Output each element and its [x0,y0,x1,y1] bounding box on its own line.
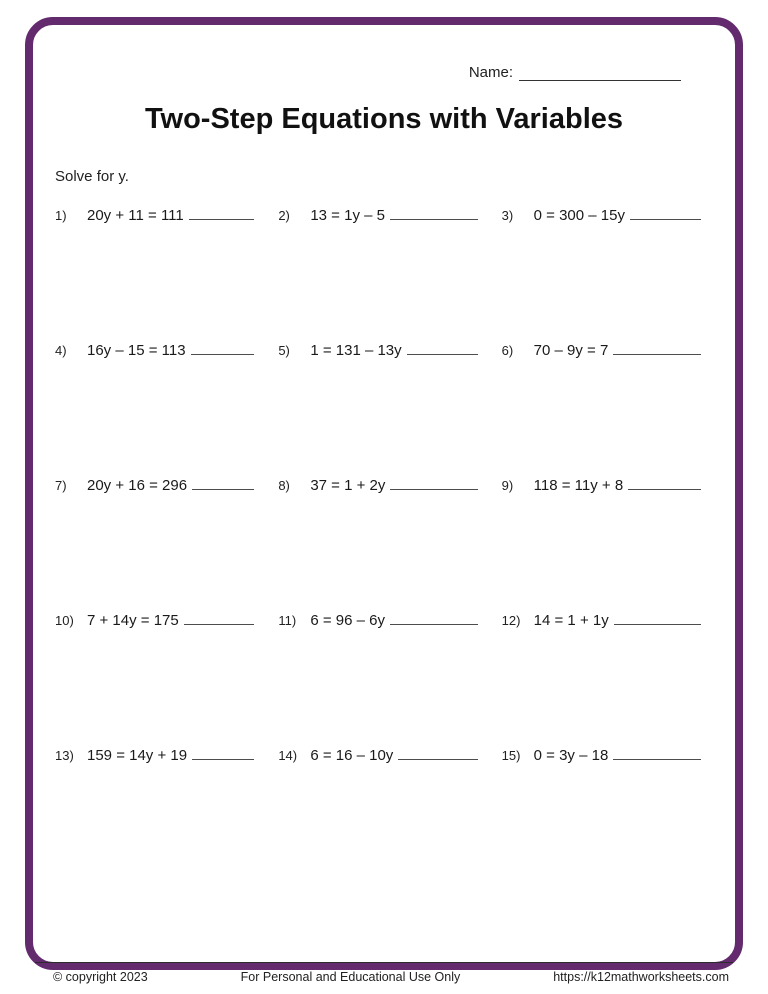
problem-equation: 20y + 11 = 111 [87,207,184,224]
answer-blank-line [390,205,478,220]
problem-number: 6) [501,343,514,358]
problem-number: 7) [55,478,67,493]
problem-equation: 7 + 14y = 175 [87,612,179,629]
problem-item [278,610,489,745]
answer-blank-line [390,610,478,625]
problem-equation: 6 = 96 – 6y [310,612,385,629]
problem-item [502,205,713,340]
problem-item [55,475,266,610]
problem-item [55,205,266,340]
problem-item [278,205,489,340]
answer-blank-line [613,745,701,760]
answer-blank-line [189,205,255,220]
problems-grid [55,205,713,880]
problem-number: 4) [55,343,67,358]
footer-usage-note: For Personal and Educational Use Only [240,970,461,984]
instructions-text: Solve for y. [55,168,129,185]
page-title: Two-Step Equations with Variables [144,103,624,135]
problem-item [278,475,489,610]
problem-equation: 159 = 14y + 19 [87,747,188,764]
problem-item [278,745,489,880]
problem-item [502,745,713,880]
problem-number: 2) [278,208,290,223]
problem-number: 15) [501,748,521,763]
problem-equation: 0 = 3y – 18 [533,747,609,764]
answer-blank-line [398,745,477,760]
answer-blank-line [630,205,701,220]
answer-blank-line [407,340,478,355]
answer-blank-line [191,340,255,355]
worksheet-content [33,61,735,994]
problem-equation: 20y + 16 = 296 [87,477,188,494]
problem-item [278,340,489,475]
problem-number: 9) [501,478,514,493]
problem-item [55,745,266,880]
name-blank-line [519,64,681,81]
problem-item [502,340,713,475]
name-row [55,61,713,81]
problem-number: 10) [55,613,74,628]
footer [35,962,733,984]
purple-border-frame [25,17,743,984]
footer-url: https://k12mathworksheets.com [553,970,729,984]
problem-equation: 6 = 16 – 10y [310,747,394,764]
problem-number: 13) [55,748,74,763]
problem-equation: 13 = 1y – 5 [310,207,385,224]
problem-item [55,340,266,475]
problem-equation: 70 – 9y = 7 [533,342,609,359]
problem-number: 1) [55,208,67,223]
problem-number: 14) [278,748,298,763]
problem-number: 3) [501,208,514,223]
answer-blank-line [192,745,254,760]
problem-equation: 0 = 300 – 15y [533,207,625,224]
problem-item [55,610,266,745]
problem-number: 12) [501,613,521,628]
answer-blank-line [628,475,701,490]
answer-blank-line [614,610,701,625]
problem-equation: 1 = 131 – 13y [310,342,402,359]
problem-number: 5) [278,343,290,358]
answer-blank-line [184,610,255,625]
name-label: Name: [468,64,513,81]
problem-item [502,610,713,745]
answer-blank-line [390,475,477,490]
problem-equation: 118 = 11y + 8 [533,477,624,494]
problem-number: 8) [278,478,290,493]
problem-number: 11) [278,613,297,628]
footer-copyright: © copyright 2023 [53,970,148,984]
problem-item [502,475,713,610]
problem-equation: 14 = 1 + 1y [533,612,609,629]
problem-equation: 16y – 15 = 113 [87,342,186,359]
problem-equation: 37 = 1 + 2y [310,477,386,494]
answer-blank-line [192,475,254,490]
answer-blank-line [613,340,701,355]
